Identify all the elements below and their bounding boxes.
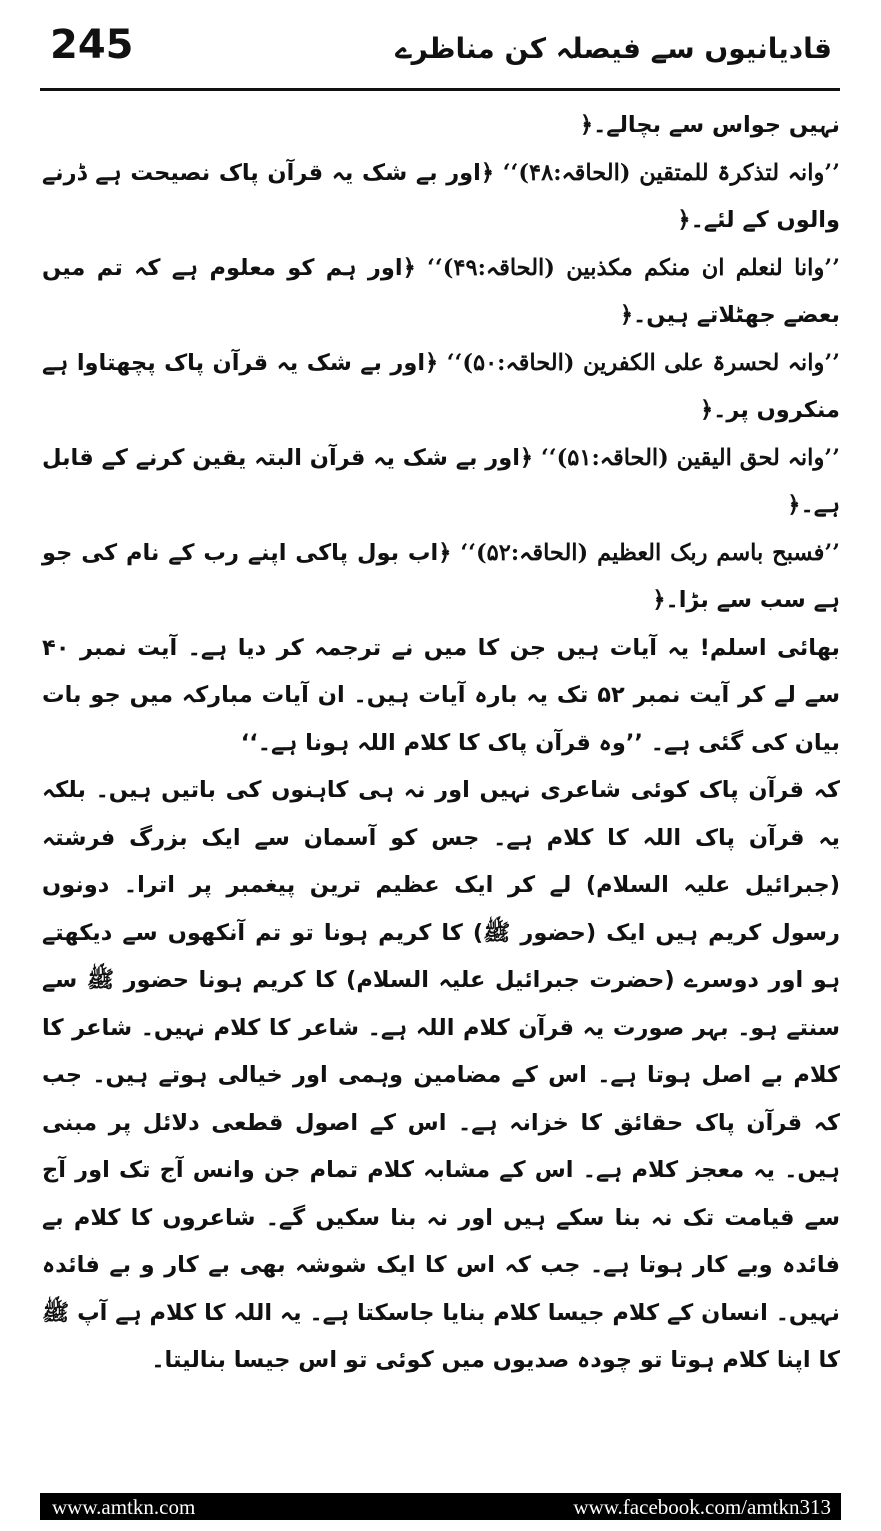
- verse-arabic: ’’وانہ لتذکرۃ للمتقین (الحاقہ:۴۸)‘‘: [502, 159, 840, 186]
- body-paragraph: بھائی اسلم! یہ آیات ہیں جن کا میں نے ترجمہ کر دیا ہے۔ آیت نمبر ۴۰ سے لے کر آیت نمبر ۵۲ تک یہ بارہ آیات ہیں۔ ان آیات مبارکہ میں جو بات بیان کی گئی ہے۔ ’’وہ قرآن پاک کا کلام اللہ ہونا ہے۔‘‘: [42, 634, 841, 756]
- page-body: [42, 102, 840, 1385]
- verse-arabic: ’’وانہ لحق الیقین (الحاقہ:۵۱)‘‘: [540, 444, 840, 471]
- header-divider: [40, 88, 840, 91]
- verse-translation: ﴿اور بے شک یہ قرآن البتہ یقین کرنے کے قابل ہے۔﴿: [42, 444, 840, 518]
- verse-arabic: ’’وانہ لحسرۃ علی الکفرین (الحاقہ:۵۰)‘‘: [446, 349, 840, 376]
- verse-line: [42, 340, 840, 435]
- verse-line: [42, 150, 840, 245]
- verse-translation: ﴿اب بول پاکی اپنے رب کے نام کی جو ہے سب سے بڑا۔﴿: [42, 539, 840, 613]
- verse-line: [42, 245, 840, 340]
- page-number: 245: [50, 22, 134, 68]
- verse-line: [42, 435, 840, 530]
- page-footer: [40, 1493, 841, 1520]
- book-title: قادیانیوں سے فیصلہ کن مناظرے: [395, 32, 832, 65]
- verse-arabic: ’’وانا لنعلم ان منکم مکذبین (الحاقہ:۴۹)‘‘: [427, 254, 840, 281]
- verse-translation: نہیں جواس سے بچالے۔﴿: [579, 112, 840, 138]
- verse-translation: ﴿اور بے شک یہ قرآن پاک نصیحت ہے ڈرنے والوں کے لئے۔﴿: [42, 159, 840, 233]
- verse-line: [42, 102, 840, 150]
- verse-translation: ﴿اور بے شک یہ قرآن پاک پچھتاوا ہے منکروں پر۔﴿: [42, 349, 840, 423]
- verse-line: [42, 530, 840, 625]
- page-header: [40, 18, 840, 80]
- facebook-link[interactable]: www.facebook.com/amtkn313: [573, 1495, 831, 1519]
- verse-arabic: ’’فسبح باسم ربک العظیم (الحاقہ:۵۲)‘‘: [460, 539, 840, 566]
- body-paragraph: کہ قرآن پاک کوئی شاعری نہیں اور نہ ہی کاہنوں کی باتیں ہیں۔ بلکہ یہ قرآن پاک اللہ کا کلام ہے۔ جس کو آسمان سے ایک بزرگ فرشتہ (جبرائیل علیہ السلام) لے کر ایک عظیم ترین پیغمبر پر اترا۔ دونوں رسول کریم ہیں ایک (حضور ﷺ) کا کریم ہونا تو تم آنکھوں سے دیکھتے ہو اور دوسرے (حضرت جبرائیل علیہ السلام) کا کریم ہونا حضور ﷺ سے سنتے ہو۔ بہر صورت یہ قرآن کلام اللہ ہے۔ شاعر کا کلام نہیں۔ شاعر کا کلام بے اصل ہوتا ہے۔ اس کے مضامین وہمی اور خیالی ہوتے ہیں۔ جب کہ قرآن پاک حقائق کا خزانہ ہے۔ اس کے اصول قطعی دلائل پر مبنی ہیں۔ یہ معجز کلام ہے۔ اس کے مشابہ کلام تمام جن وانس آج تک اور آج سے قیامت تک نہ بنا سکے ہیں اور نہ بنا سکیں گے۔ شاعروں کا کلام بے فائدہ وبے کار ہوتا ہے۔ جب کہ اس کا ایک شوشہ بھی بے کار و بے فائدہ نہیں۔ انسان کے کلام جیسا کلام بنایا جاسکتا ہے۔ یہ اللہ کا کلام ہے آپ ﷺ کا اپنا کلام ہوتا تو چودہ صدیوں میں کوئی تو اس جیسا بنالیتا۔: [42, 777, 840, 1373]
- website-link[interactable]: www.amtkn.com: [52, 1495, 196, 1519]
- verse-translation: ﴿اور ہم کو معلوم ہے کہ تم میں بعضے جھٹلاتے ہیں۔﴿: [42, 254, 840, 328]
